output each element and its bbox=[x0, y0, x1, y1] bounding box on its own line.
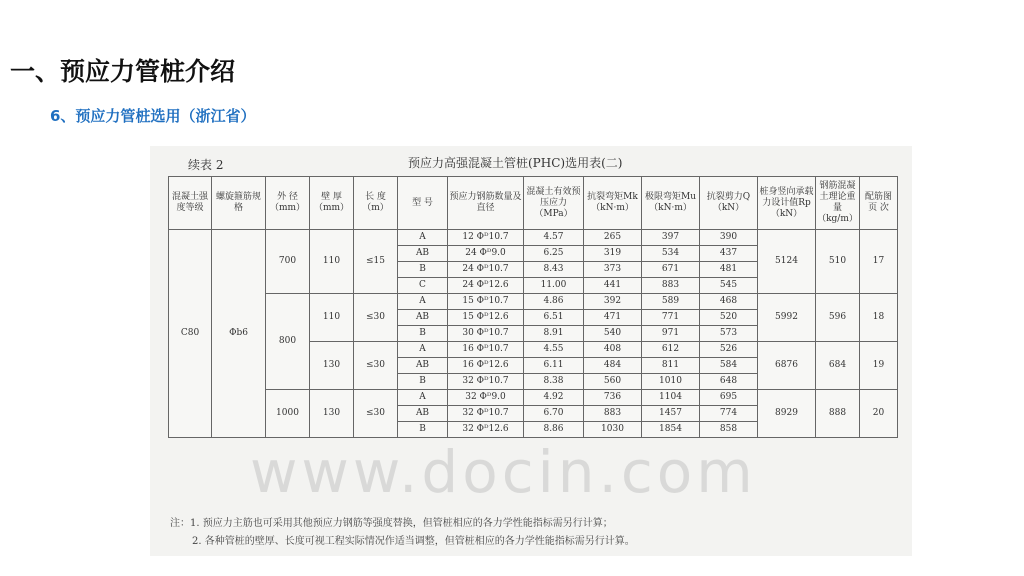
value-cell: 526 bbox=[700, 342, 758, 358]
table-note-2: 2. 各种管桩的壁厚、长度可视工程实际情况作适当调整，但管桩相应的各力学性能指标需另行计算。 bbox=[192, 536, 635, 547]
length-cell: ≤30 bbox=[354, 342, 398, 390]
value-cell: 437 bbox=[700, 246, 758, 262]
pile-selection-table bbox=[168, 176, 898, 438]
value-cell: 32 Φᴰ9.0 bbox=[448, 390, 524, 406]
page-cell: 17 bbox=[860, 230, 898, 294]
page-subtitle: 6、预应力管桩选用（浙江省） bbox=[50, 107, 256, 125]
value-cell: 811 bbox=[642, 358, 700, 374]
header-cell: 抗裂剪力Q（kN） bbox=[700, 177, 758, 230]
value-cell: 24 Φᴰ12.6 bbox=[448, 278, 524, 294]
value-cell: 648 bbox=[700, 374, 758, 390]
value-cell: 6.25 bbox=[524, 246, 584, 262]
header-cell: 螺旋箍筋规 格 bbox=[212, 177, 266, 230]
value-cell: 883 bbox=[584, 406, 642, 422]
value-cell: 392 bbox=[584, 294, 642, 310]
spiral-cell: Φb6 bbox=[212, 230, 266, 438]
page-title: 一、预应力管桩介绍 bbox=[10, 57, 236, 86]
table-caption-continued: 续表 2 bbox=[188, 158, 224, 172]
value-cell: 883 bbox=[642, 278, 700, 294]
value-cell: 32 Φᴰ10.7 bbox=[448, 406, 524, 422]
value-cell: 8.38 bbox=[524, 374, 584, 390]
value-cell: 1104 bbox=[642, 390, 700, 406]
weight-cell: 684 bbox=[816, 342, 860, 390]
header-cell: 混凝土有效预压应力（MPa） bbox=[524, 177, 584, 230]
value-cell: 16 Φᴰ10.7 bbox=[448, 342, 524, 358]
value-cell: 8.86 bbox=[524, 422, 584, 438]
value-cell: 6.11 bbox=[524, 358, 584, 374]
thickness-cell: 130 bbox=[310, 390, 354, 438]
value-cell: 1010 bbox=[642, 374, 700, 390]
value-cell: 484 bbox=[584, 358, 642, 374]
page-cell: 19 bbox=[860, 342, 898, 390]
weight-cell: 888 bbox=[816, 390, 860, 438]
value-cell: 534 bbox=[642, 246, 700, 262]
value-cell: 736 bbox=[584, 390, 642, 406]
header-cell: 外 径（mm） bbox=[266, 177, 310, 230]
header-cell: 桩身竖向承载力设计值Rp（kN） bbox=[758, 177, 816, 230]
header-cell: 极限弯矩Mu（kN·m） bbox=[642, 177, 700, 230]
value-cell: 1030 bbox=[584, 422, 642, 438]
value-cell: 771 bbox=[642, 310, 700, 326]
header-cell: 长 度（m） bbox=[354, 177, 398, 230]
value-cell: B bbox=[398, 326, 448, 342]
header-cell: 壁 厚（mm） bbox=[310, 177, 354, 230]
value-cell: 573 bbox=[700, 326, 758, 342]
capacity-cell: 5124 bbox=[758, 230, 816, 294]
value-cell: 15 Φᴰ10.7 bbox=[448, 294, 524, 310]
value-cell: AB bbox=[398, 358, 448, 374]
value-cell: 408 bbox=[584, 342, 642, 358]
value-cell: 15 Φᴰ12.6 bbox=[448, 310, 524, 326]
header-cell: 钢筋混凝土理论重量（kg/m） bbox=[816, 177, 860, 230]
thickness-cell: 130 bbox=[310, 342, 354, 390]
value-cell: 695 bbox=[700, 390, 758, 406]
value-cell: 8.43 bbox=[524, 262, 584, 278]
header-cell: 预应力钢筋数量及直径 bbox=[448, 177, 524, 230]
table-note-1: 注：1. 预应力主筋也可采用其他预应力钢筋等强度替换，但管桩相应的各力学性能指标需另行计算； bbox=[170, 518, 613, 529]
capacity-cell: 5992 bbox=[758, 294, 816, 342]
page-cell: 18 bbox=[860, 294, 898, 342]
value-cell: 971 bbox=[642, 326, 700, 342]
value-cell: 4.92 bbox=[524, 390, 584, 406]
header-cell: 混凝土强度等级 bbox=[169, 177, 212, 230]
value-cell: 24 Φᴰ10.7 bbox=[448, 262, 524, 278]
value-cell: A bbox=[398, 390, 448, 406]
table-row bbox=[169, 390, 898, 406]
value-cell: 560 bbox=[584, 374, 642, 390]
value-cell: A bbox=[398, 294, 448, 310]
value-cell: 441 bbox=[584, 278, 642, 294]
thickness-cell: 110 bbox=[310, 294, 354, 342]
table-caption: 预应力高强混凝土管桩(PHC)选用表(二) bbox=[408, 156, 623, 170]
value-cell: 397 bbox=[642, 230, 700, 246]
weight-cell: 596 bbox=[816, 294, 860, 342]
value-cell: 16 Φᴰ12.6 bbox=[448, 358, 524, 374]
value-cell: 8.91 bbox=[524, 326, 584, 342]
value-cell: B bbox=[398, 374, 448, 390]
value-cell: 612 bbox=[642, 342, 700, 358]
weight-cell: 510 bbox=[816, 230, 860, 294]
scanned-table-image bbox=[150, 146, 912, 556]
value-cell: 520 bbox=[700, 310, 758, 326]
table-header-row bbox=[169, 177, 898, 230]
value-cell: 390 bbox=[700, 230, 758, 246]
length-cell: ≤30 bbox=[354, 294, 398, 342]
value-cell: 540 bbox=[584, 326, 642, 342]
capacity-cell: 6876 bbox=[758, 342, 816, 390]
value-cell: AB bbox=[398, 246, 448, 262]
value-cell: 584 bbox=[700, 358, 758, 374]
value-cell: 265 bbox=[584, 230, 642, 246]
value-cell: 468 bbox=[700, 294, 758, 310]
value-cell: 671 bbox=[642, 262, 700, 278]
value-cell: 4.86 bbox=[524, 294, 584, 310]
value-cell: 24 Φᴰ9.0 bbox=[448, 246, 524, 262]
value-cell: A bbox=[398, 230, 448, 246]
value-cell: 481 bbox=[700, 262, 758, 278]
thickness-cell: 110 bbox=[310, 230, 354, 294]
value-cell: 858 bbox=[700, 422, 758, 438]
value-cell: AB bbox=[398, 406, 448, 422]
value-cell: 1854 bbox=[642, 422, 700, 438]
value-cell: 4.55 bbox=[524, 342, 584, 358]
value-cell: 589 bbox=[642, 294, 700, 310]
value-cell: C bbox=[398, 278, 448, 294]
table-row bbox=[169, 230, 898, 246]
value-cell: 32 Φᴰ10.7 bbox=[448, 374, 524, 390]
value-cell: 30 Φᴰ10.7 bbox=[448, 326, 524, 342]
header-cell: 配筋图页 次 bbox=[860, 177, 898, 230]
value-cell: A bbox=[398, 342, 448, 358]
header-cell: 型 号 bbox=[398, 177, 448, 230]
value-cell: 4.57 bbox=[524, 230, 584, 246]
watermark: www.docin.com bbox=[250, 438, 757, 506]
value-cell: 319 bbox=[584, 246, 642, 262]
table-row bbox=[169, 294, 898, 310]
value-cell: 774 bbox=[700, 406, 758, 422]
capacity-cell: 8929 bbox=[758, 390, 816, 438]
diameter-cell: 1000 bbox=[266, 390, 310, 438]
value-cell: 6.70 bbox=[524, 406, 584, 422]
value-cell: B bbox=[398, 422, 448, 438]
value-cell: 32 Φᴰ12.6 bbox=[448, 422, 524, 438]
grade-cell: C80 bbox=[169, 230, 212, 438]
length-cell: ≤15 bbox=[354, 230, 398, 294]
value-cell: B bbox=[398, 262, 448, 278]
value-cell: 471 bbox=[584, 310, 642, 326]
value-cell: 373 bbox=[584, 262, 642, 278]
length-cell: ≤30 bbox=[354, 390, 398, 438]
diameter-cell: 700 bbox=[266, 230, 310, 294]
header-cell: 抗裂弯矩Mk（kN·m） bbox=[584, 177, 642, 230]
value-cell: 11.00 bbox=[524, 278, 584, 294]
value-cell: 545 bbox=[700, 278, 758, 294]
value-cell: 6.51 bbox=[524, 310, 584, 326]
value-cell: 12 Φᴰ10.7 bbox=[448, 230, 524, 246]
diameter-cell: 800 bbox=[266, 294, 310, 390]
page-cell: 20 bbox=[860, 390, 898, 438]
value-cell: 1457 bbox=[642, 406, 700, 422]
value-cell: AB bbox=[398, 310, 448, 326]
